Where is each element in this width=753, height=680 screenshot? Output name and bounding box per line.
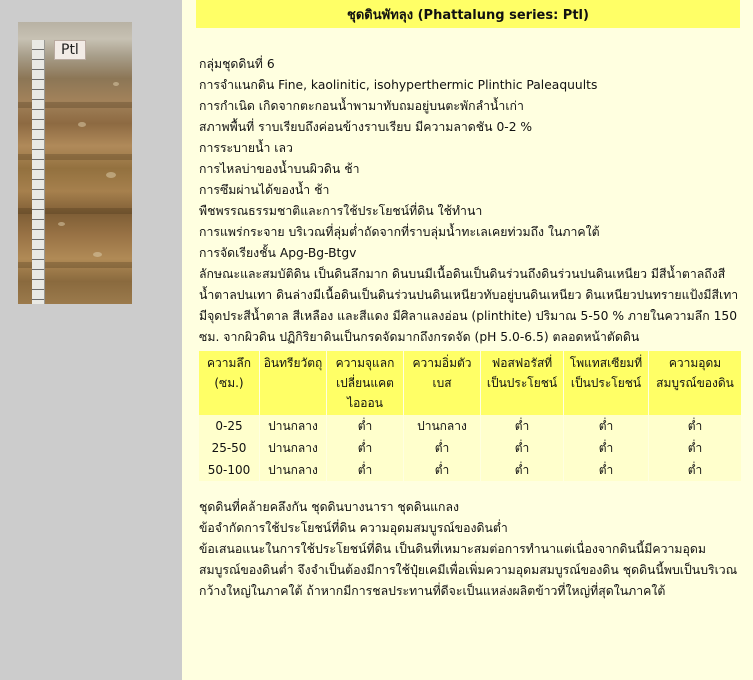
left-panel xyxy=(0,0,182,680)
cell-cec: ต่ำ xyxy=(327,437,404,459)
header-cec: ความจุแลกเปลี่ยนแคตไอออน xyxy=(327,351,404,415)
cell-phosphorus: ต่ำ xyxy=(481,437,564,459)
header-organic-matter: อินทรียวัตถุ xyxy=(260,351,327,415)
similar-series: ชุดดินที่คล้ายคลึงกัน ชุดดินบางนารา ชุดดินแกลง xyxy=(199,500,460,514)
cell-organic-matter: ปานกลาง xyxy=(260,437,327,459)
table-row xyxy=(199,415,742,437)
header-depth: ความลึก (ซม.) xyxy=(199,351,260,415)
land-use-limitation: ข้อจำกัดการใช้ประโยชน์ที่ดิน ความอุดมสมบูรณ์ของดินต่ำ xyxy=(199,521,508,535)
cell-depth: 0-25 xyxy=(199,415,260,437)
soil-group: กลุ่มชุดดินที่ 6 xyxy=(199,57,275,71)
soil-characteristics: ลักษณะและสมบัติดิน เป็นดินลึกมาก ดินบนมีเนื้อดินเป็นดินร่วนถึงดินร่วนปนดินเหนียว มีสีน้ำตาลถึงสีน้ำตาลปนเทา ดินล่างมีเนื้อดินเป็นดินร่วนปนดินเหนียวทับอยู่บนดินเหนียว ดินเหนียวปนทรายแป้งมีสีเทา มีจุดประสีน้ำตาล สีเหลือง และสีแดง มีศิลาแลงอ่อน (plinthite) ปริมาณ 5-50 % ภายในความลึก 150 ซม. จากผิวดิน ปฏิกิริยาดินเป็นกรดจัดมากถึงกรดจัด (pH 5.0-6.5) ตลอดหน้าตัดดิน xyxy=(199,267,739,344)
soil-drainage: การระบายน้ำ เลว xyxy=(199,141,293,155)
soil-footer-notes xyxy=(199,497,745,602)
soil-vegetation: พืชพรรณธรรมชาติและการใช้ประโยชน์ที่ดิน ใช้ทำนา xyxy=(199,204,483,218)
table-row xyxy=(199,459,742,481)
cell-phosphorus: ต่ำ xyxy=(481,459,564,481)
cell-organic-matter: ปานกลาง xyxy=(260,459,327,481)
soil-details xyxy=(199,54,745,348)
soil-permeability: การซึมผ่านได้ของน้ำ ช้า xyxy=(199,183,330,197)
cell-organic-matter: ปานกลาง xyxy=(260,415,327,437)
cell-fertility: ต่ำ xyxy=(649,437,742,459)
measuring-tape xyxy=(32,40,44,304)
header-base-saturation: ความอิ่มตัวเบส xyxy=(404,351,481,415)
land-use-recommendation: ข้อเสนอแนะในการใช้ประโยชน์ที่ดิน เป็นดินที่เหมาะสมต่อการทำนาแต่เนื่องจากดินนี้มีความอุดมสมบูรณ์ของดินต่ำ จึงจำเป็นต้องมีการใช้ปุ๋ยเคมีเพื่อเพิ่มความอุดมสมบูรณ์ของดิน ชุดดินนี้พบเป็นบริเวณกว้างใหญ่ในภาคใต้ ถ้าหากมีการชลประทานที่ดีจะเป็นแหล่งผลิตข้าวที่ใหญ่ที่สุดในภาคใต้ xyxy=(199,542,738,598)
cell-potassium: ต่ำ xyxy=(564,437,649,459)
soil-runoff: การไหลบ่าของน้ำบนผิวดิน ช้า xyxy=(199,162,360,176)
cell-potassium: ต่ำ xyxy=(564,415,649,437)
cell-depth: 50-100 xyxy=(199,459,260,481)
header-phosphorus: ฟอสฟอรัสที่เป็นประโยชน์ xyxy=(481,351,564,415)
cell-potassium: ต่ำ xyxy=(564,459,649,481)
table-row xyxy=(199,437,742,459)
table-header-row xyxy=(199,351,742,415)
cell-fertility: ต่ำ xyxy=(649,459,742,481)
cell-base-saturation: ต่ำ xyxy=(404,437,481,459)
cell-fertility: ต่ำ xyxy=(649,415,742,437)
cell-cec: ต่ำ xyxy=(327,415,404,437)
soil-profile-photo xyxy=(18,22,132,304)
soil-properties-table xyxy=(199,351,742,481)
header-fertility: ความอุดมสมบูรณ์ของดิน xyxy=(649,351,742,415)
soil-horizons: การจัดเรียงชั้น Apg-Bg-Btgv xyxy=(199,246,357,260)
soil-landform: สภาพพื้นที่ ราบเรียบถึงค่อนข้างราบเรียบ มีความลาดชัน 0-2 % xyxy=(199,120,533,134)
soil-classification: การจำแนกดิน Fine, kaolinitic, isohyperthermic Plinthic Paleaquults xyxy=(199,78,598,92)
soil-distribution: การแพร่กระจาย บริเวณที่ลุ่มต่ำถัดจากที่ราบลุ่มน้ำทะเลเคยท่วมถึง ในภาคใต้ xyxy=(199,225,600,239)
cell-cec: ต่ำ xyxy=(327,459,404,481)
soil-origin: การกำเนิด เกิดจากตะกอนน้ำพามาทับถมอยู่บนตะพักลำน้ำเก่า xyxy=(199,99,524,113)
main-content xyxy=(182,0,753,680)
header-potassium: โพแทสเซียมที่เป็นประโยชน์ xyxy=(564,351,649,415)
page-title: ชุดดินพัทลุง (Phattalung series: Ptl) xyxy=(196,0,740,28)
cell-depth: 25-50 xyxy=(199,437,260,459)
photo-label: Ptl xyxy=(54,40,86,60)
cell-base-saturation: ปานกลาง xyxy=(404,415,481,437)
cell-base-saturation: ต่ำ xyxy=(404,459,481,481)
cell-phosphorus: ต่ำ xyxy=(481,415,564,437)
